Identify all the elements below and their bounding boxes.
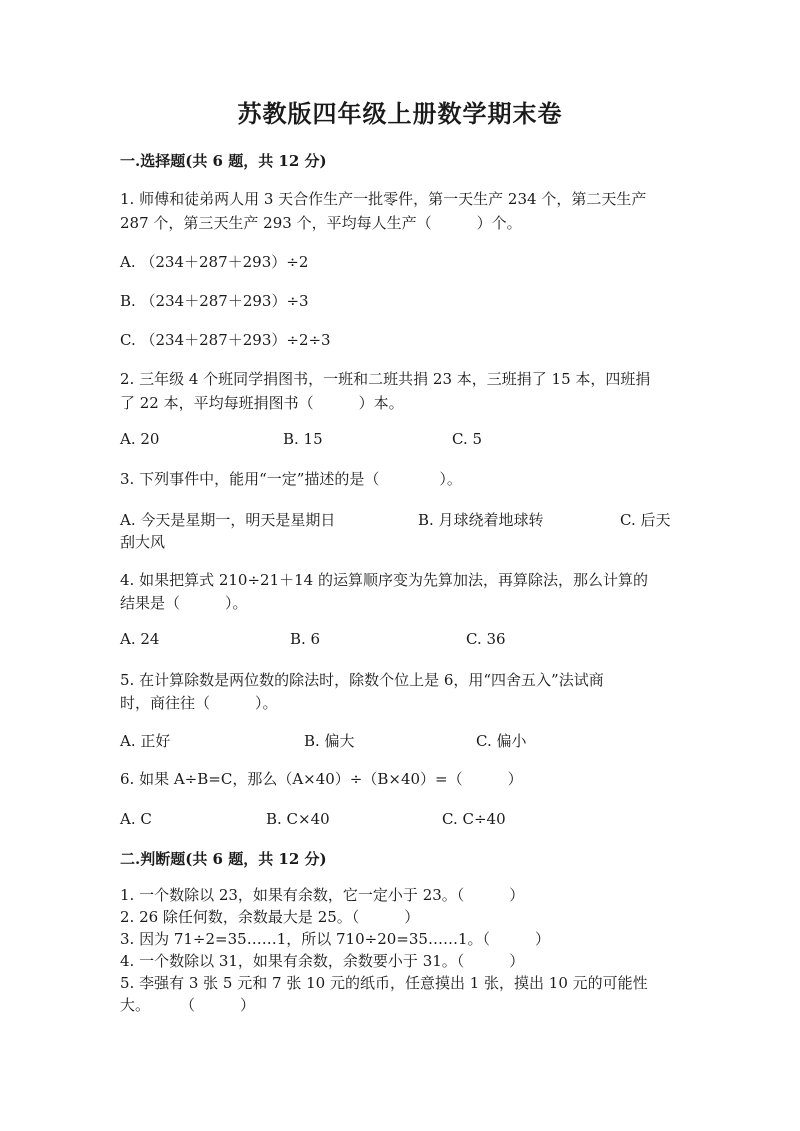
question-3-option-c-continued: 刮大风 (120, 533, 166, 551)
question-5-line-2: 时，商往往（ ）。 (120, 694, 278, 712)
question-5-option-c: C. 偏小 (476, 732, 527, 750)
section-heading-judgement: 二.判断题(共 6 题，共 12 分) (120, 850, 327, 868)
question-6-option-b: B. C×40 (266, 810, 330, 828)
question-3-option-a: A. 今天是星期一，明天是星期日 (120, 511, 336, 529)
question-1-option-c: C. （234＋287＋293）÷2÷3 (120, 331, 331, 349)
question-4-option-c: C. 36 (466, 630, 506, 648)
question-3-option-b: B. 月球绕着地球转 (418, 511, 544, 529)
question-4-option-a: A. 24 (120, 630, 160, 648)
question-6-option-c: C. C÷40 (442, 810, 506, 828)
question-4-line-2: 结果是（ ）。 (120, 594, 248, 612)
question-2-line-2: 了 22 本，平均每班捐图书（ ）本。 (120, 394, 404, 412)
judgement-item-2: 2. 26 除任何数，余数最大是 25。（ ） (120, 908, 420, 926)
question-4-line-1: 4. 如果把算式 210÷21＋14 的运算顺序变为先算加法，再算除法，那么计算的 (120, 571, 648, 589)
judgement-item-4: 4. 一个数除以 31，如果有余数，余数要小于 31。（ ） (120, 952, 525, 970)
question-2-option-b: B. 15 (283, 430, 323, 448)
question-3-line-1: 3. 下列事件中，能用“一定”描述的是（ ）。 (120, 470, 462, 488)
section-heading-choice: 一.选择题(共 6 题，共 12 分) (120, 152, 327, 170)
question-2-option-a: A. 20 (120, 430, 160, 448)
judgement-item-3: 3. 因为 71÷2=35……1，所以 710÷20=35……1。（ ） (120, 930, 550, 948)
question-2-line-1: 2. 三年级 4 个班同学捐图书，一班和二班共捐 23 本，三班捐了 15 本，四班捐 (120, 370, 651, 388)
page-title: 苏教版四年级上册数学期末卷 (237, 99, 563, 128)
question-4-option-b: B. 6 (290, 630, 321, 648)
question-5-option-a: A. 正好 (120, 732, 171, 750)
question-3-option-c: C. 后天 (620, 511, 671, 529)
judgement-item-5-line-2: 大。 （ ） (120, 996, 256, 1014)
question-6-option-a: A. C (120, 810, 152, 828)
question-2-option-c: C. 5 (452, 430, 483, 448)
question-1-line-2: 287 个，第三天生产 293 个，平均每人生产（ ）个。 (120, 214, 522, 232)
question-1-option-b: B. （234＋287＋293）÷3 (120, 292, 309, 310)
judgement-item-1: 1. 一个数除以 23，如果有余数，它一定小于 23。（ ） (120, 886, 525, 904)
question-6-line-1: 6. 如果 A÷B=C，那么（A×40）÷（B×40）=（ ） (120, 770, 523, 788)
question-1-line-1: 1. 师傅和徒弟两人用 3 天合作生产一批零件，第一天生产 234 个，第二天生产 (120, 190, 647, 208)
question-5-line-1: 5. 在计算除数是两位数的除法时，除数个位上是 6，用“四舍五入”法试商 (120, 671, 604, 689)
question-5-option-b: B. 偏大 (304, 732, 355, 750)
question-1-option-a: A. （234＋287＋293）÷2 (120, 253, 309, 271)
judgement-item-5-line-1: 5. 李强有 3 张 5 元和 7 张 10 元的纸币，任意摸出 1 张，摸出 10 元的可能性 (120, 974, 648, 992)
